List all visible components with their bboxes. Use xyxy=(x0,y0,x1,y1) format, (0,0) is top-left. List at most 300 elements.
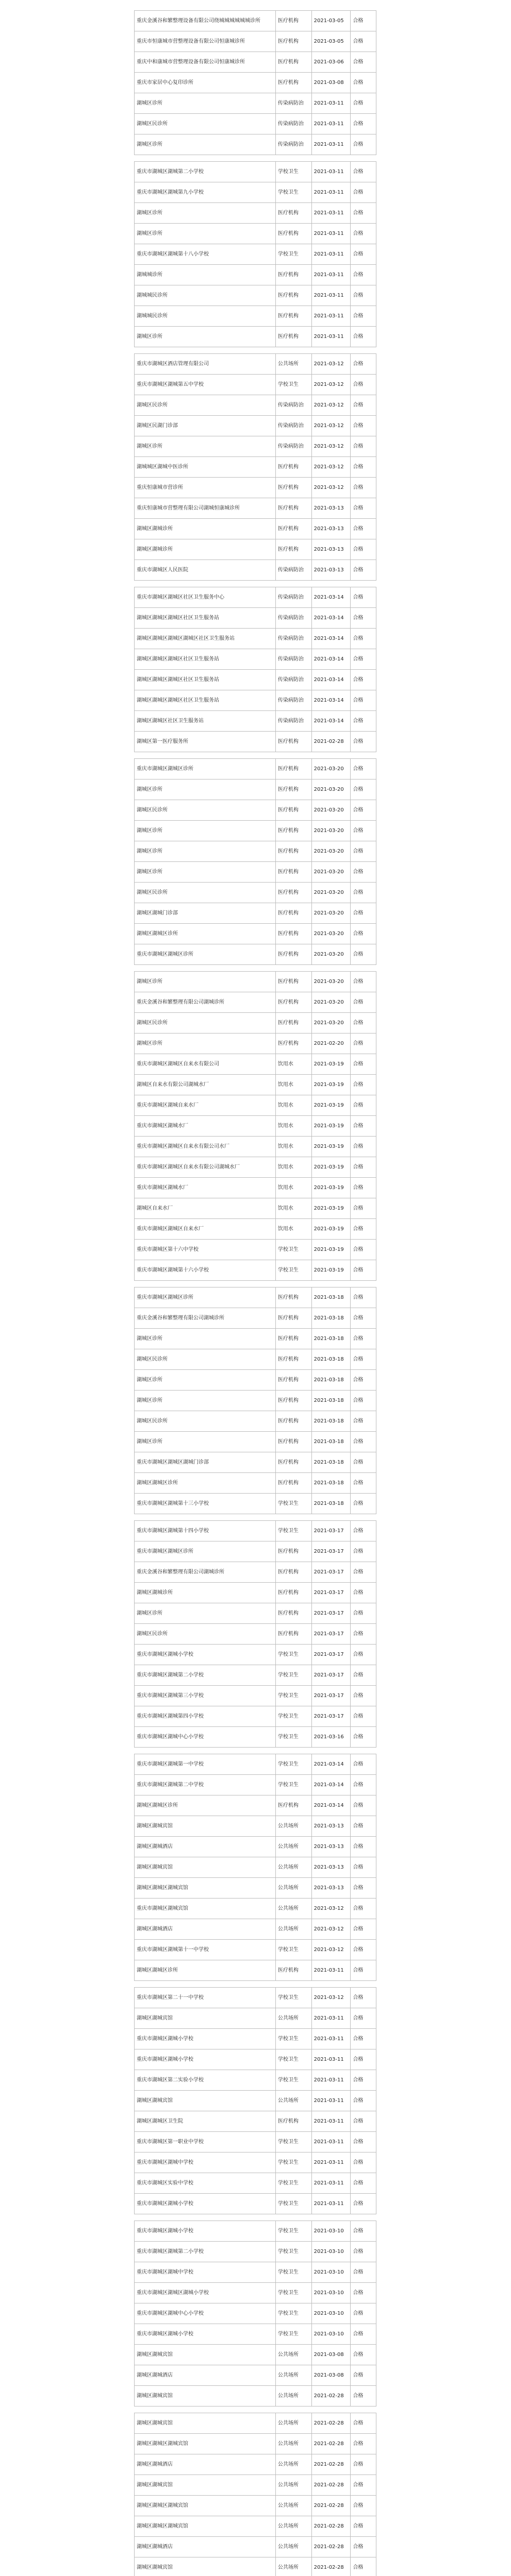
inspection-date-cell: 2021-03-17 xyxy=(311,1583,351,1603)
unit-name-cell: 重庆市湖城区湖城中学校 xyxy=(135,2153,276,2173)
result-cell: 合格 xyxy=(351,1624,376,1645)
result-cell: 合格 xyxy=(351,2557,376,2576)
section-gap-cell xyxy=(135,2406,376,2413)
category-cell: 医疗机构 xyxy=(275,2111,311,2132)
inspection-date-cell: 2021-03-17 xyxy=(311,1686,351,1706)
result-cell: 合格 xyxy=(351,2475,376,2496)
category-cell: 学校卫生 xyxy=(275,1645,311,1665)
inspection-date-cell: 2021-03-20 xyxy=(311,862,351,883)
unit-name-cell: 重庆市湖城区湖城区诊所 xyxy=(135,759,276,779)
inspection-date-cell: 2021-03-06 xyxy=(311,52,351,73)
category-cell: 学校卫生 xyxy=(275,1494,311,1514)
inspection-date-cell: 2021-03-11 xyxy=(311,224,351,244)
category-cell: 医疗机构 xyxy=(275,1349,311,1370)
result-cell: 合格 xyxy=(351,1775,376,1795)
category-cell: 传染病防治 xyxy=(275,436,311,457)
unit-name-cell: 湖城区湖城酒店 xyxy=(135,2454,276,2475)
category-cell: 学校卫生 xyxy=(275,1988,311,2008)
inspection-date-cell: 2021-03-11 xyxy=(311,285,351,306)
inspection-date-cell: 2021-03-19 xyxy=(311,1095,351,1116)
result-cell: 合格 xyxy=(351,732,376,752)
category-cell: 学校卫生 xyxy=(275,1260,311,1281)
unit-name-cell: 重庆市湖城区湖城区自来水有限公司水厂 xyxy=(135,1137,276,1157)
category-cell: 传染病防治 xyxy=(275,629,311,649)
category-cell: 传染病防治 xyxy=(275,134,311,155)
result-cell: 合格 xyxy=(351,31,376,52)
inspection-date-cell: 2021-03-12 xyxy=(311,1919,351,1940)
result-cell: 合格 xyxy=(351,944,376,965)
inspection-date-cell: 2021-03-11 xyxy=(311,93,351,114)
category-cell: 医疗机构 xyxy=(275,11,311,31)
category-cell: 学校卫生 xyxy=(275,2324,311,2345)
category-cell: 医疗机构 xyxy=(275,1603,311,1624)
unit-name-cell: 湖城区诊所 xyxy=(135,1033,276,1054)
inspection-date-cell: 2021-03-05 xyxy=(311,11,351,31)
category-cell: 学校卫生 xyxy=(275,1775,311,1795)
inspection-date-cell: 2021-03-20 xyxy=(311,992,351,1013)
unit-name-cell: 重庆市湖城区酒店管理有限公司 xyxy=(135,354,276,375)
unit-name-cell: 重庆市湖城区湖城小学校 xyxy=(135,2221,276,2242)
table-row xyxy=(135,1287,376,1308)
table-row xyxy=(135,1308,376,1329)
result-cell: 合格 xyxy=(351,1432,376,1452)
table-row xyxy=(135,2111,376,2132)
inspection-date-cell: 2021-03-05 xyxy=(311,31,351,52)
table-row xyxy=(135,2475,376,2496)
category-cell: 医疗机构 xyxy=(275,903,311,924)
result-cell: 合格 xyxy=(351,1727,376,1748)
table-row xyxy=(135,73,376,93)
result-cell: 合格 xyxy=(351,1706,376,1727)
result-cell: 合格 xyxy=(351,1013,376,1033)
result-cell: 合格 xyxy=(351,11,376,31)
inspection-date-cell: 2021-02-28 xyxy=(311,2537,351,2557)
category-cell: 学校卫生 xyxy=(275,1706,311,1727)
unit-name-cell: 湖城区湖城酒店 xyxy=(135,2365,276,2386)
section-gap-cell xyxy=(135,1281,376,1287)
table-row xyxy=(135,649,376,670)
inspection-results-table xyxy=(134,10,376,2576)
result-cell: 合格 xyxy=(351,992,376,1013)
unit-name-cell: 重庆市湖城区湖城中心小学校 xyxy=(135,2303,276,2324)
inspection-date-cell: 2021-03-10 xyxy=(311,2283,351,2303)
table-row xyxy=(135,560,376,581)
inspection-date-cell: 2021-03-18 xyxy=(311,1411,351,1432)
category-cell: 学校卫生 xyxy=(275,244,311,265)
table-row xyxy=(135,93,376,114)
table-row xyxy=(135,1988,376,2008)
unit-name-cell: 湖城城民诊所 xyxy=(135,285,276,306)
table-row xyxy=(135,519,376,539)
unit-name-cell: 湖城区湖城宾馆 xyxy=(135,2557,276,2576)
inspection-date-cell: 2021-03-13 xyxy=(311,1816,351,1837)
table-row xyxy=(135,862,376,883)
inspection-date-cell: 2021-03-20 xyxy=(311,841,351,862)
section-gap-cell xyxy=(135,581,376,587)
table-row xyxy=(135,972,376,992)
result-cell: 合格 xyxy=(351,93,376,114)
unit-name-cell: 湖城区湖城区湖城宾馆 xyxy=(135,2516,276,2537)
table-row xyxy=(135,327,376,347)
inspection-date-cell: 2021-02-28 xyxy=(311,2516,351,2537)
table-row xyxy=(135,2557,376,2576)
result-cell: 合格 xyxy=(351,2262,376,2283)
category-cell: 饮用水 xyxy=(275,1116,311,1137)
inspection-date-cell: 2021-02-28 xyxy=(311,2557,351,2576)
inspection-date-cell: 2021-03-12 xyxy=(311,354,351,375)
unit-name-cell: 重庆市湖城区湖城第二小学校 xyxy=(135,1665,276,1686)
category-cell: 医疗机构 xyxy=(275,779,311,800)
inspection-date-cell: 2021-03-18 xyxy=(311,1329,351,1349)
result-cell: 合格 xyxy=(351,162,376,182)
unit-name-cell: 湖城区湖城区卫生院 xyxy=(135,2111,276,2132)
inspection-date-cell: 2021-03-08 xyxy=(311,2365,351,2386)
category-cell: 饮用水 xyxy=(275,1075,311,1095)
category-cell: 学校卫生 xyxy=(275,2070,311,2091)
table-row xyxy=(135,1432,376,1452)
inspection-table-wrapper xyxy=(134,10,376,2576)
category-cell: 学校卫生 xyxy=(275,2303,311,2324)
table-row xyxy=(135,1795,376,1816)
unit-name-cell: 重庆市湖城区湖城第十八小学校 xyxy=(135,244,276,265)
category-cell: 公共场所 xyxy=(275,2386,311,2406)
result-cell: 合格 xyxy=(351,1054,376,1075)
category-cell: 饮用水 xyxy=(275,1178,311,1198)
category-cell: 医疗机构 xyxy=(275,924,311,944)
table-body xyxy=(135,11,376,2576)
table-row xyxy=(135,1816,376,1837)
inspection-date-cell: 2021-03-08 xyxy=(311,73,351,93)
table-row xyxy=(135,436,376,457)
result-cell: 合格 xyxy=(351,560,376,581)
inspection-date-cell: 2021-02-20 xyxy=(311,1033,351,1054)
result-cell: 合格 xyxy=(351,1370,376,1391)
table-row xyxy=(135,2194,376,2214)
unit-name-cell: 湖城区湖城区诊所 xyxy=(135,924,276,944)
result-cell: 合格 xyxy=(351,1308,376,1329)
category-cell: 学校卫生 xyxy=(275,2132,311,2153)
result-cell: 合格 xyxy=(351,1452,376,1473)
category-cell: 公共场所 xyxy=(275,2091,311,2111)
category-cell: 学校卫生 xyxy=(275,182,311,203)
unit-name-cell: 重庆市家居中心复印诊所 xyxy=(135,73,276,93)
table-row xyxy=(135,1157,376,1178)
category-cell: 学校卫生 xyxy=(275,2283,311,2303)
unit-name-cell: 湖城区湖城区社区卫生服务站 xyxy=(135,711,276,732)
table-row xyxy=(135,2132,376,2153)
table-row xyxy=(135,2262,376,2283)
unit-name-cell: 重庆恒康城市营诊所 xyxy=(135,478,276,498)
unit-name-cell: 重庆市湖城区湖城中学校 xyxy=(135,2262,276,2283)
table-row xyxy=(135,2029,376,2049)
unit-name-cell: 湖城区民诊所 xyxy=(135,1624,276,1645)
category-cell: 传染病防治 xyxy=(275,560,311,581)
inspection-date-cell: 2021-02-28 xyxy=(311,2386,351,2406)
category-cell: 学校卫生 xyxy=(275,2049,311,2070)
category-cell: 饮用水 xyxy=(275,1219,311,1240)
table-row xyxy=(135,1878,376,1899)
category-cell: 医疗机构 xyxy=(275,327,311,347)
unit-name-cell: 湖城区湖城区湖城区社区卫生服务站 xyxy=(135,690,276,711)
inspection-date-cell: 2021-03-13 xyxy=(311,519,351,539)
unit-name-cell: 湖城区诊所 xyxy=(135,841,276,862)
category-cell: 医疗机构 xyxy=(275,519,311,539)
table-row xyxy=(135,224,376,244)
unit-name-cell: 湖城区湖城区诊所 xyxy=(135,1960,276,1981)
result-cell: 合格 xyxy=(351,375,376,395)
unit-name-cell: 湖城区诊所 xyxy=(135,1370,276,1391)
table-row xyxy=(135,498,376,519)
inspection-date-cell: 2021-03-18 xyxy=(311,1452,351,1473)
result-cell: 合格 xyxy=(351,498,376,519)
section-gap-cell xyxy=(135,752,376,759)
table-row xyxy=(135,134,376,155)
inspection-date-cell: 2021-03-20 xyxy=(311,883,351,903)
section-gap-cell xyxy=(135,965,376,972)
inspection-date-cell: 2021-03-19 xyxy=(311,1198,351,1219)
unit-name-cell: 重庆金溪谷和繁整理设备有限公司绕城城城城城城诊所 xyxy=(135,11,276,31)
category-cell: 传染病防治 xyxy=(275,114,311,134)
unit-name-cell: 湖城区诊所 xyxy=(135,1603,276,1624)
category-cell: 医疗机构 xyxy=(275,944,311,965)
unit-name-cell: 重庆金溪谷和繁整理有限公司湖城诊所 xyxy=(135,1562,276,1583)
inspection-date-cell: 2021-03-12 xyxy=(311,436,351,457)
category-cell: 医疗机构 xyxy=(275,1391,311,1411)
category-cell: 医疗机构 xyxy=(275,1452,311,1473)
inspection-date-cell: 2021-03-14 xyxy=(311,711,351,732)
category-cell: 饮用水 xyxy=(275,1054,311,1075)
result-cell: 合格 xyxy=(351,478,376,498)
category-cell: 学校卫生 xyxy=(275,1665,311,1686)
result-cell: 合格 xyxy=(351,1940,376,1960)
result-cell: 合格 xyxy=(351,1988,376,2008)
result-cell: 合格 xyxy=(351,1562,376,1583)
category-cell: 学校卫生 xyxy=(275,1240,311,1260)
unit-name-cell: 湖城区自来水厂 xyxy=(135,1198,276,1219)
result-cell: 合格 xyxy=(351,1816,376,1837)
inspection-date-cell: 2021-03-19 xyxy=(311,1157,351,1178)
result-cell: 合格 xyxy=(351,1494,376,1514)
inspection-date-cell: 2021-03-12 xyxy=(311,457,351,478)
category-cell: 医疗机构 xyxy=(275,457,311,478)
category-cell: 公共场所 xyxy=(275,2454,311,2475)
result-cell: 合格 xyxy=(351,436,376,457)
inspection-date-cell: 2021-03-17 xyxy=(311,1521,351,1541)
unit-name-cell: 重庆市湖城区湖城第十六小学校 xyxy=(135,1260,276,1281)
table-row xyxy=(135,1473,376,1494)
table-row xyxy=(135,2049,376,2070)
unit-name-cell: 重庆市湖城区湖城第四小学校 xyxy=(135,1706,276,1727)
section-gap-cell xyxy=(135,1514,376,1521)
inspection-date-cell: 2021-03-18 xyxy=(311,1349,351,1370)
result-cell: 合格 xyxy=(351,2091,376,2111)
table-row xyxy=(135,1521,376,1541)
result-cell: 合格 xyxy=(351,670,376,690)
inspection-date-cell: 2021-03-13 xyxy=(311,560,351,581)
result-cell: 合格 xyxy=(351,1349,376,1370)
inspection-date-cell: 2021-02-28 xyxy=(311,2475,351,2496)
category-cell: 医疗机构 xyxy=(275,1013,311,1033)
result-cell: 合格 xyxy=(351,1686,376,1706)
result-cell: 合格 xyxy=(351,2386,376,2406)
category-cell: 传染病防治 xyxy=(275,416,311,436)
unit-name-cell: 重庆市湖城区湖城区诊所 xyxy=(135,944,276,965)
result-cell: 合格 xyxy=(351,1075,376,1095)
inspection-date-cell: 2021-02-28 xyxy=(311,2454,351,2475)
result-cell: 合格 xyxy=(351,327,376,347)
category-cell: 医疗机构 xyxy=(275,539,311,560)
category-cell: 学校卫生 xyxy=(275,1754,311,1775)
unit-name-cell: 重庆恒康城市营整理有限公司湖城恒康城诊所 xyxy=(135,498,276,519)
table-row xyxy=(135,1775,376,1795)
result-cell: 合格 xyxy=(351,1116,376,1137)
inspection-date-cell: 2021-03-10 xyxy=(311,2242,351,2262)
unit-name-cell: 湖城区湖城诊所 xyxy=(135,1583,276,1603)
section-gap xyxy=(135,965,376,972)
inspection-date-cell: 2021-03-11 xyxy=(311,2049,351,2070)
section-gap xyxy=(135,155,376,162)
table-row xyxy=(135,1686,376,1706)
table-row xyxy=(135,883,376,903)
inspection-date-cell: 2021-03-19 xyxy=(311,1240,351,1260)
table-row xyxy=(135,2173,376,2194)
inspection-date-cell: 2021-03-14 xyxy=(311,587,351,608)
inspection-date-cell: 2021-03-12 xyxy=(311,1988,351,2008)
inspection-date-cell: 2021-03-17 xyxy=(311,1706,351,1727)
table-row xyxy=(135,800,376,821)
category-cell: 公共场所 xyxy=(275,1857,311,1878)
inspection-date-cell: 2021-03-11 xyxy=(311,182,351,203)
category-cell: 饮用水 xyxy=(275,1157,311,1178)
unit-name-cell: 重庆市湖城区湖城小学校 xyxy=(135,1645,276,1665)
inspection-date-cell: 2021-03-20 xyxy=(311,944,351,965)
result-cell: 合格 xyxy=(351,1219,376,1240)
result-cell: 合格 xyxy=(351,2303,376,2324)
inspection-date-cell: 2021-03-20 xyxy=(311,800,351,821)
result-cell: 合格 xyxy=(351,2194,376,2214)
category-cell: 医疗机构 xyxy=(275,1329,311,1349)
unit-name-cell: 湖城区诊所 xyxy=(135,93,276,114)
category-cell: 医疗机构 xyxy=(275,52,311,73)
table-row xyxy=(135,2434,376,2454)
unit-name-cell: 重庆市湖城区湖城第三小学校 xyxy=(135,1686,276,1706)
section-gap xyxy=(135,347,376,354)
inspection-date-cell: 2021-03-20 xyxy=(311,903,351,924)
inspection-date-cell: 2021-03-20 xyxy=(311,779,351,800)
category-cell: 医疗机构 xyxy=(275,1287,311,1308)
table-row xyxy=(135,203,376,224)
unit-name-cell: 重庆市湖城区湖城区社区卫生服务中心 xyxy=(135,587,276,608)
inspection-date-cell: 2021-03-18 xyxy=(311,1370,351,1391)
unit-name-cell: 湖城城诊所 xyxy=(135,265,276,285)
category-cell: 医疗机构 xyxy=(275,1473,311,1494)
section-gap-cell xyxy=(135,155,376,162)
result-cell: 合格 xyxy=(351,395,376,416)
inspection-date-cell: 2021-03-11 xyxy=(311,2153,351,2173)
category-cell: 医疗机构 xyxy=(275,73,311,93)
category-cell: 学校卫生 xyxy=(275,1521,311,1541)
category-cell: 医疗机构 xyxy=(275,498,311,519)
inspection-date-cell: 2021-03-17 xyxy=(311,1645,351,1665)
result-cell: 合格 xyxy=(351,265,376,285)
result-cell: 合格 xyxy=(351,1287,376,1308)
result-cell: 合格 xyxy=(351,2132,376,2153)
result-cell: 合格 xyxy=(351,972,376,992)
inspection-date-cell: 2021-03-11 xyxy=(311,327,351,347)
result-cell: 合格 xyxy=(351,1260,376,1281)
table-row xyxy=(135,1178,376,1198)
category-cell: 公共场所 xyxy=(275,1919,311,1940)
unit-name-cell: 湖城区湖城区诊所 xyxy=(135,1795,276,1816)
result-cell: 合格 xyxy=(351,779,376,800)
category-cell: 学校卫生 xyxy=(275,2194,311,2214)
unit-name-cell: 湖城区民诊所 xyxy=(135,114,276,134)
unit-name-cell: 重庆市湖城区湖城第十三小学校 xyxy=(135,1494,276,1514)
table-row xyxy=(135,2345,376,2365)
result-cell: 合格 xyxy=(351,1157,376,1178)
result-cell: 合格 xyxy=(351,2242,376,2262)
category-cell: 公共场所 xyxy=(275,2537,311,2557)
result-cell: 合格 xyxy=(351,2008,376,2029)
table-row xyxy=(135,1411,376,1432)
unit-name-cell: 湖城区诊所 xyxy=(135,1391,276,1411)
unit-name-cell: 重庆市湖城区湖城小学校 xyxy=(135,2194,276,2214)
table-row xyxy=(135,478,376,498)
result-cell: 合格 xyxy=(351,1960,376,1981)
inspection-date-cell: 2021-03-11 xyxy=(311,2008,351,2029)
category-cell: 学校卫生 xyxy=(275,162,311,182)
table-row xyxy=(135,1754,376,1775)
inspection-date-cell: 2021-03-17 xyxy=(311,1541,351,1562)
inspection-date-cell: 2021-03-11 xyxy=(311,2091,351,2111)
inspection-date-cell: 2021-03-11 xyxy=(311,1960,351,1981)
inspection-date-cell: 2021-03-18 xyxy=(311,1432,351,1452)
result-cell: 合格 xyxy=(351,1878,376,1899)
result-cell: 合格 xyxy=(351,1240,376,1260)
unit-name-cell: 重庆市湖城区湖城区湖城小学校 xyxy=(135,2283,276,2303)
unit-name-cell: 重庆中和康城市营整理设备有限公司恒康城诊所 xyxy=(135,52,276,73)
inspection-date-cell: 2021-03-18 xyxy=(311,1308,351,1329)
inspection-date-cell: 2021-03-10 xyxy=(311,2262,351,2283)
unit-name-cell: 重庆市湖城区湖城区诊所 xyxy=(135,1541,276,1562)
table-row xyxy=(135,244,376,265)
result-cell: 合格 xyxy=(351,2153,376,2173)
table-row xyxy=(135,670,376,690)
inspection-date-cell: 2021-03-14 xyxy=(311,629,351,649)
inspection-date-cell: 2021-03-10 xyxy=(311,2303,351,2324)
result-cell: 合格 xyxy=(351,2049,376,2070)
unit-name-cell: 湖城区湖城区湖城区社区卫生服务站 xyxy=(135,608,276,629)
unit-name-cell: 湖城区湖城区湖城宾馆 xyxy=(135,2496,276,2516)
inspection-date-cell: 2021-03-17 xyxy=(311,1624,351,1645)
category-cell: 公共场所 xyxy=(275,2413,311,2434)
table-row xyxy=(135,841,376,862)
category-cell: 公共场所 xyxy=(275,2557,311,2576)
unit-name-cell: 湖城区自来水有限公司湖城水厂 xyxy=(135,1075,276,1095)
table-row xyxy=(135,1240,376,1260)
category-cell: 医疗机构 xyxy=(275,1370,311,1391)
result-cell: 合格 xyxy=(351,285,376,306)
table-row xyxy=(135,1198,376,1219)
unit-name-cell: 湖城区湖城区湖城宾馆 xyxy=(135,2434,276,2454)
table-row xyxy=(135,1391,376,1411)
unit-name-cell: 湖城区民诊所 xyxy=(135,1411,276,1432)
table-row xyxy=(135,1960,376,1981)
inspection-date-cell: 2021-03-14 xyxy=(311,690,351,711)
category-cell: 医疗机构 xyxy=(275,1624,311,1645)
table-row xyxy=(135,2070,376,2091)
section-gap-cell xyxy=(135,347,376,354)
